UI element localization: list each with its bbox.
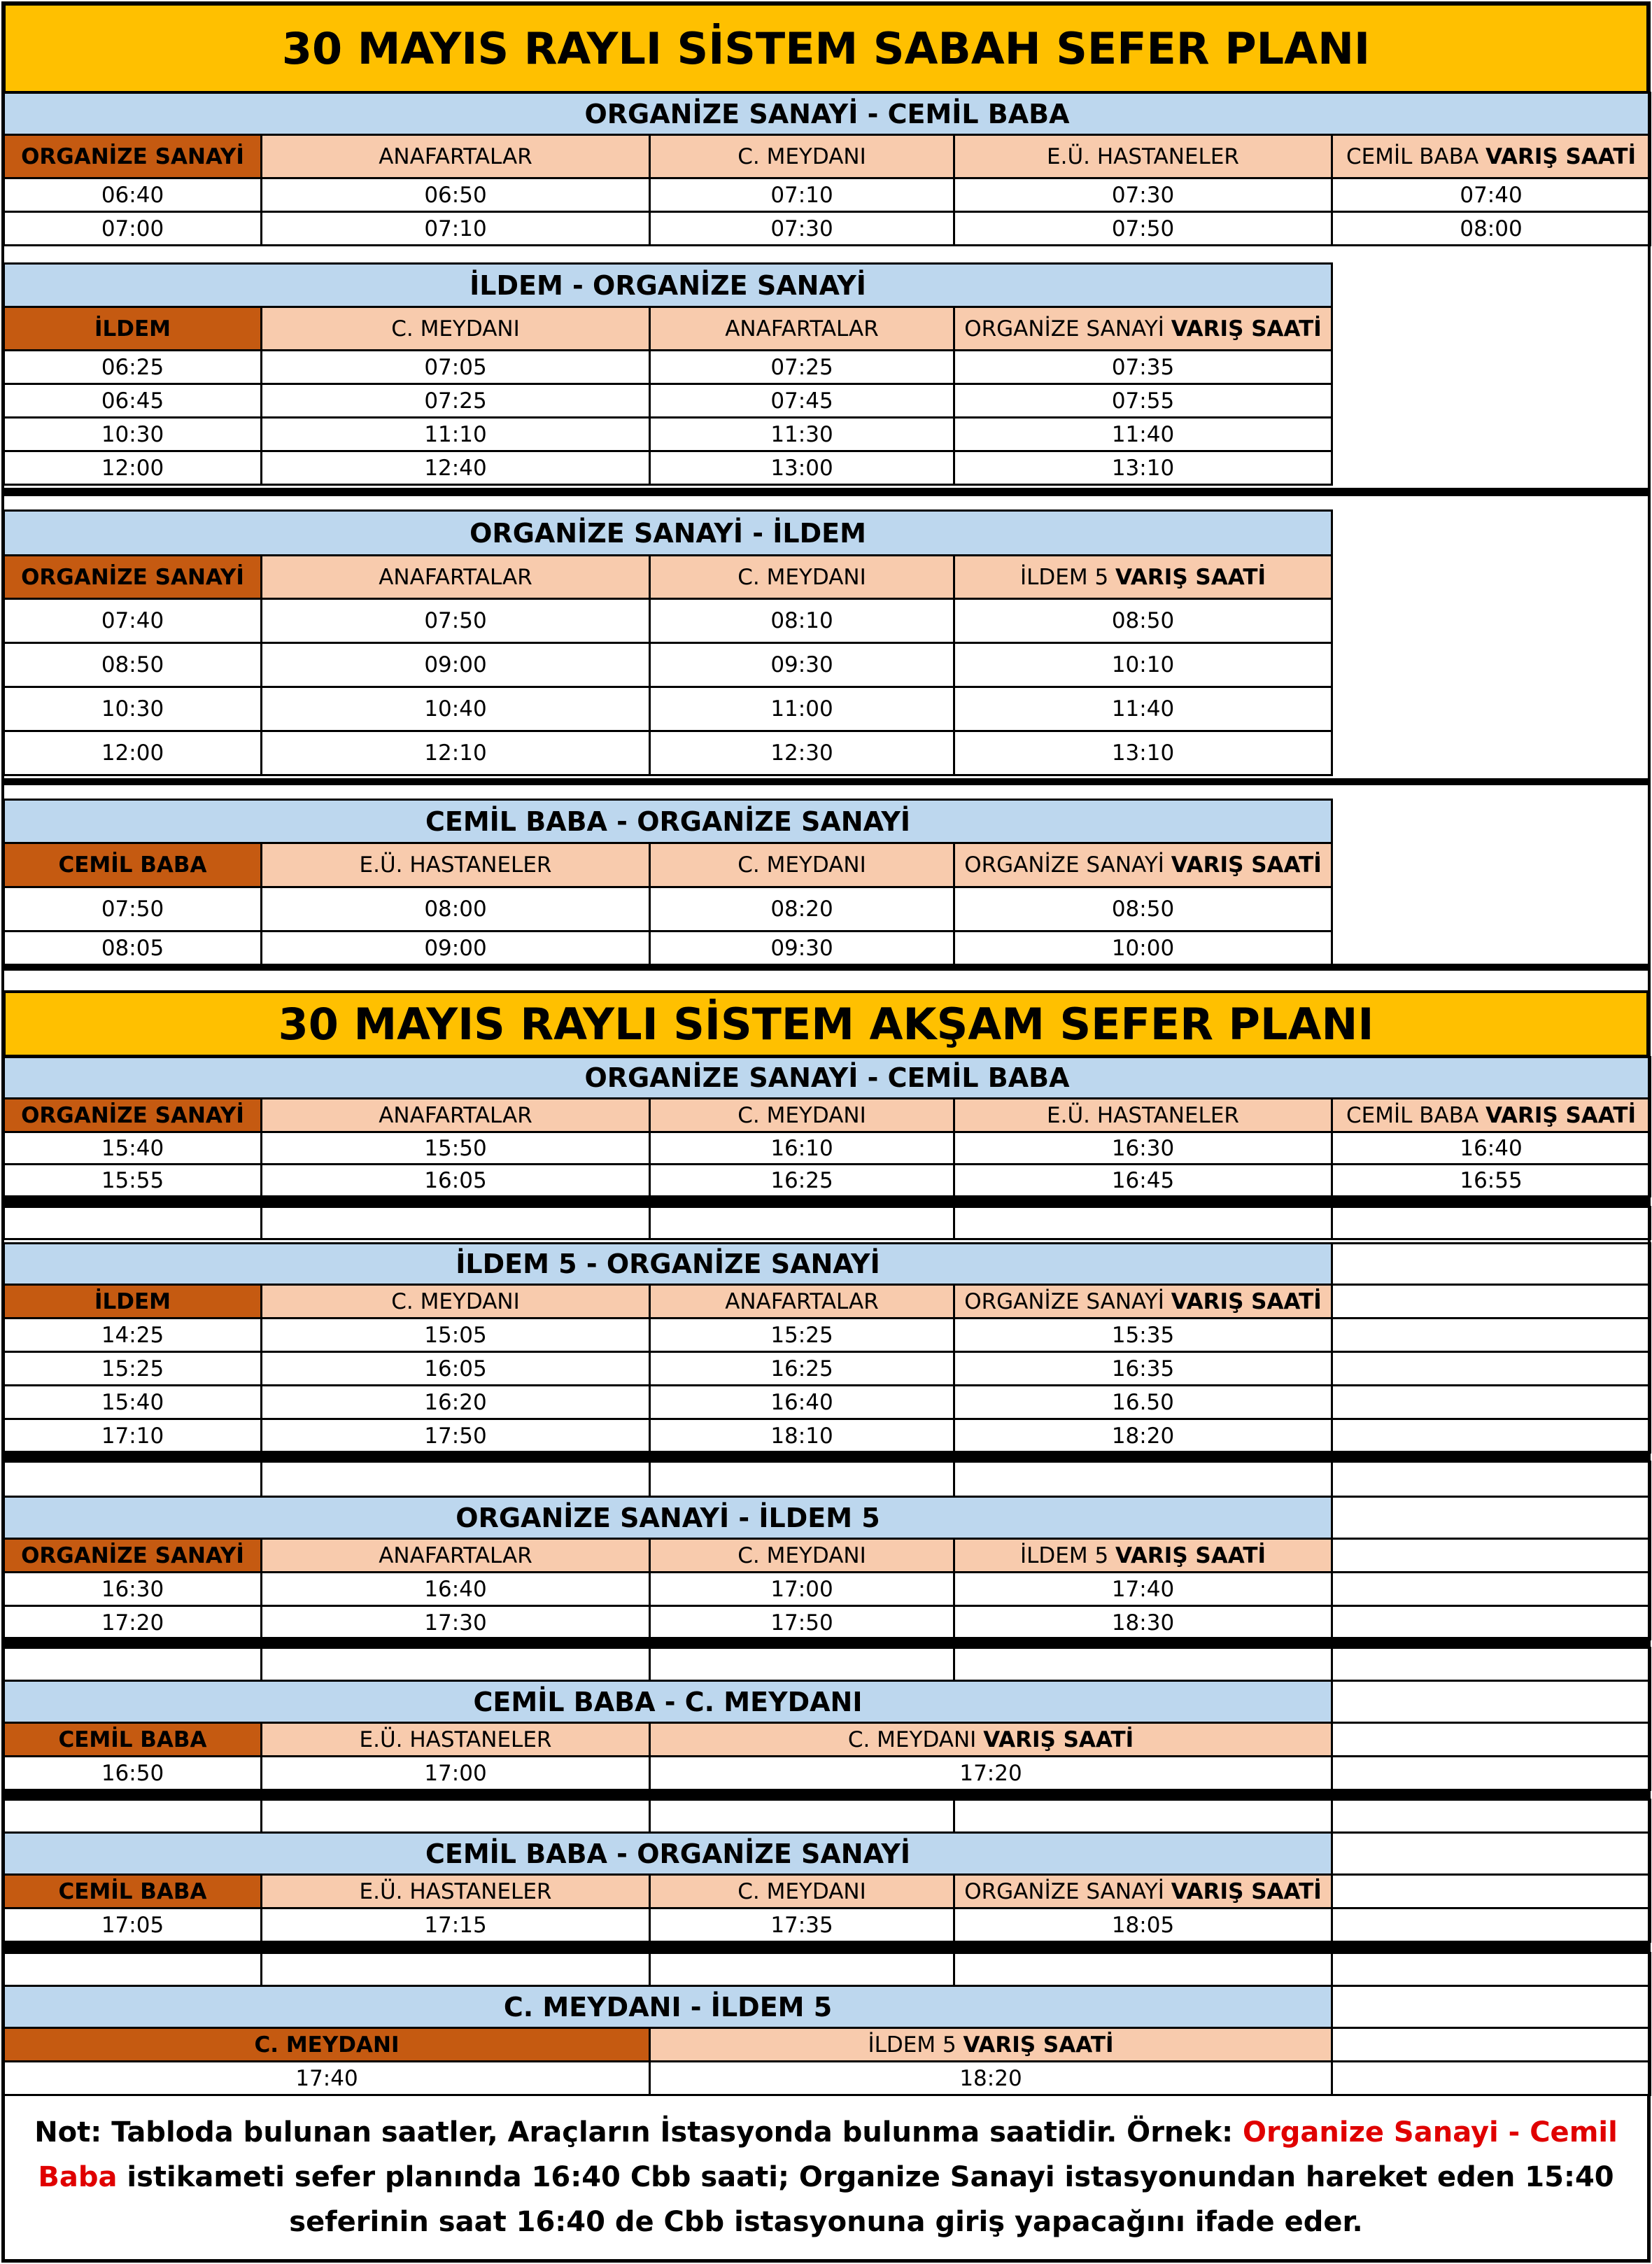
time-cell: 08:50	[954, 887, 1332, 931]
time-cell: 12:40	[262, 451, 650, 485]
time-cell: 07:10	[650, 178, 954, 212]
empty-cell	[1332, 1285, 1651, 1319]
time-cell: 15:35	[954, 1319, 1332, 1352]
time-cell: 07:25	[262, 384, 650, 418]
time-cell: 08:50	[4, 643, 262, 687]
time-cell: 12:00	[4, 451, 262, 485]
arrival-time-label: VARIŞ SAATİ	[1171, 1288, 1322, 1314]
time-cell: 17:40	[954, 1573, 1332, 1606]
table-row	[4, 2062, 1651, 2095]
section-divider	[3, 964, 1649, 971]
time-cell: 11:00	[650, 687, 954, 731]
empty-cell	[1332, 1419, 1651, 1453]
time-cell: 17:50	[262, 1419, 650, 1453]
time-cell: 07:55	[954, 384, 1332, 418]
arrival-station-header	[650, 1723, 1332, 1757]
evening-section-6-table	[3, 1985, 1651, 2096]
time-cell: 17:20	[650, 1757, 1332, 1790]
station-header: E.Ü. HASTANELER	[262, 843, 650, 887]
section-divider	[3, 778, 1649, 785]
time-cell: 10:10	[954, 643, 1332, 687]
section-divider	[3, 1942, 1649, 1952]
time-cell: 08:50	[954, 599, 1332, 643]
origin-station-header: ORGANİZE SANAYİ	[4, 1539, 262, 1573]
evening-section-3-table	[3, 1496, 1651, 1640]
arrival-station-name: C. MEYDANI	[847, 1727, 977, 1752]
station-header: ANAFARTALAR	[650, 307, 954, 351]
time-cell: 07:50	[4, 887, 262, 931]
time-cell: 18:20	[954, 1419, 1332, 1453]
origin-station-header: İLDEM	[4, 1285, 262, 1319]
time-cell: 16:05	[262, 1165, 650, 1197]
arrival-time-label: VARIŞ SAATİ	[1115, 564, 1266, 590]
section-divider	[3, 1451, 1649, 1461]
time-cell: 09:00	[262, 643, 650, 687]
time-cell: 08:00	[262, 887, 650, 931]
arrival-time-label: VARIŞ SAATİ	[1171, 316, 1322, 342]
table-row	[4, 1908, 1651, 1942]
arrival-time-label: VARIŞ SAATİ	[1485, 143, 1637, 169]
evening-section-5-table	[3, 1831, 1651, 1943]
time-cell: 16.50	[954, 1386, 1332, 1419]
table-row	[4, 1132, 1651, 1165]
time-cell: 16:40	[262, 1573, 650, 1606]
empty-cell	[1332, 1244, 1651, 1285]
arrival-station-name: İLDEM 5	[1019, 1542, 1109, 1568]
time-cell: 10:00	[954, 931, 1332, 965]
empty-cell	[1332, 1319, 1651, 1352]
empty-cell	[1332, 2028, 1651, 2062]
time-cell: 17:00	[650, 1573, 954, 1606]
origin-station-header: C. MEYDANI	[4, 2028, 650, 2062]
empty-cell	[1332, 1386, 1651, 1419]
time-cell: 09:00	[262, 931, 650, 965]
station-header: C. MEYDANI	[262, 307, 650, 351]
time-cell: 10:40	[262, 687, 650, 731]
empty-spacer-row	[3, 1461, 1651, 1499]
section-divider	[3, 1789, 1649, 1799]
route-title: C. MEYDANI - İLDEM 5	[4, 1986, 1332, 2028]
table-row	[4, 384, 1332, 418]
time-cell: 10:30	[4, 687, 262, 731]
arrival-station-header	[954, 1285, 1332, 1319]
time-cell: 16:30	[954, 1132, 1332, 1165]
section-divider	[3, 1637, 1649, 1647]
empty-cell	[1332, 1875, 1651, 1908]
table-row	[4, 418, 1332, 451]
time-cell: 15:40	[4, 1386, 262, 1419]
station-header: C. MEYDANI	[650, 1875, 954, 1908]
station-header: ANAFARTALAR	[262, 1539, 650, 1573]
time-cell: 07:50	[954, 212, 1332, 246]
time-cell: 15:25	[650, 1319, 954, 1352]
origin-station-header: ORGANİZE SANAYİ	[4, 135, 262, 178]
arrival-station-name: ORGANİZE SANAYİ	[964, 316, 1164, 342]
station-header: ANAFARTALAR	[262, 135, 650, 178]
table-row	[4, 931, 1332, 965]
time-cell: 13:00	[650, 451, 954, 485]
station-header: C. MEYDANI	[650, 1539, 954, 1573]
time-cell: 14:25	[4, 1319, 262, 1352]
station-header: C. MEYDANI	[650, 135, 954, 178]
arrival-station-name: ORGANİZE SANAYİ	[964, 1878, 1164, 1904]
time-cell: 18:05	[954, 1908, 1332, 1942]
station-header: C. MEYDANI	[650, 1099, 954, 1132]
route-title: İLDEM 5 - ORGANİZE SANAYİ	[4, 1244, 1332, 1285]
time-cell: 12:30	[650, 731, 954, 775]
time-cell: 16:10	[650, 1132, 954, 1165]
empty-spacer-row	[3, 1206, 1651, 1240]
arrival-station-header	[954, 1539, 1332, 1573]
arrival-station-header	[1332, 135, 1651, 178]
time-cell: 16:30	[4, 1573, 262, 1606]
table-row	[4, 1165, 1651, 1197]
time-cell: 16:05	[262, 1352, 650, 1386]
table-row	[4, 351, 1332, 384]
route-title: İLDEM - ORGANİZE SANAYİ	[4, 264, 1332, 307]
time-cell: 07:45	[650, 384, 954, 418]
time-cell: 17:05	[4, 1908, 262, 1942]
time-cell: 06:25	[4, 351, 262, 384]
time-cell: 18:30	[954, 1606, 1332, 1640]
table-row	[4, 887, 1332, 931]
time-cell: 12:00	[4, 731, 262, 775]
origin-station-header: ORGANİZE SANAYİ	[4, 556, 262, 599]
time-cell: 09:30	[650, 931, 954, 965]
time-cell: 07:30	[650, 212, 954, 246]
footnote-highlight: Organize Sanayi - Cemil Baba	[38, 2116, 1618, 2193]
station-header: ANAFARTALAR	[262, 1099, 650, 1132]
time-cell: 10:30	[4, 418, 262, 451]
station-header: ANAFARTALAR	[650, 1285, 954, 1319]
table-row	[4, 643, 1332, 687]
empty-cell	[1332, 1723, 1651, 1757]
time-cell: 16:25	[650, 1352, 954, 1386]
arrival-time-label: VARIŞ SAATİ	[1171, 852, 1322, 878]
table-row	[4, 1319, 1651, 1352]
arrival-station-header	[954, 307, 1332, 351]
route-title: ORGANİZE SANAYİ - CEMİL BABA	[4, 1057, 1651, 1099]
table-row	[4, 687, 1332, 731]
arrival-station-name: ORGANİZE SANAYİ	[964, 1288, 1164, 1314]
time-cell: 17:40	[4, 2062, 650, 2095]
station-header: ANAFARTALAR	[262, 556, 650, 599]
evening-section-4-table	[3, 1680, 1651, 1791]
section-divider	[3, 1196, 1649, 1206]
footnote	[3, 2094, 1649, 2261]
time-cell: 08:00	[1332, 212, 1651, 246]
time-cell: 17:20	[4, 1606, 262, 1640]
time-cell: 15:25	[4, 1352, 262, 1386]
evening-section-2-table	[3, 1242, 1651, 1454]
arrival-time-label: VARIŞ SAATİ	[983, 1727, 1134, 1752]
time-cell: 08:05	[4, 931, 262, 965]
station-header: E.Ü. HASTANELER	[262, 1875, 650, 1908]
table-row	[4, 1573, 1651, 1606]
origin-station-header: CEMİL BABA	[4, 843, 262, 887]
arrival-station-name: ORGANİZE SANAYİ	[964, 852, 1164, 878]
route-title: ORGANİZE SANAYİ - CEMİL BABA	[4, 93, 1651, 135]
station-header: C. MEYDANI	[262, 1285, 650, 1319]
time-cell: 17:50	[650, 1606, 954, 1640]
route-title: ORGANİZE SANAYİ - İLDEM	[4, 511, 1332, 556]
time-cell: 16:40	[1332, 1132, 1651, 1165]
origin-station-header: ORGANİZE SANAYİ	[4, 1099, 262, 1132]
table-row	[4, 1386, 1651, 1419]
time-cell: 06:50	[262, 178, 650, 212]
time-cell: 08:20	[650, 887, 954, 931]
arrival-station-header	[650, 2028, 1332, 2062]
time-cell: 07:10	[262, 212, 650, 246]
arrival-time-label: VARIŞ SAATİ	[1171, 1878, 1322, 1904]
table-row	[4, 212, 1651, 246]
time-cell: 15:55	[4, 1165, 262, 1197]
section-divider	[3, 488, 1649, 496]
empty-cell	[1332, 1352, 1651, 1386]
station-header: E.Ü. HASTANELER	[262, 1723, 650, 1757]
empty-spacer-row	[3, 1647, 1651, 1684]
time-cell: 11:40	[954, 418, 1332, 451]
time-cell: 11:40	[954, 687, 1332, 731]
time-cell: 15:50	[262, 1132, 650, 1165]
time-cell: 17:00	[262, 1757, 650, 1790]
origin-station-header: CEMİL BABA	[4, 1875, 262, 1908]
evening-title: 30 MAYIS RAYLI SİSTEM AKŞAM SEFER PLANI	[3, 990, 1649, 1057]
empty-cell	[1332, 1833, 1651, 1875]
time-cell: 13:10	[954, 451, 1332, 485]
time-cell: 15:40	[4, 1132, 262, 1165]
time-cell: 08:10	[650, 599, 954, 643]
time-cell: 09:30	[650, 643, 954, 687]
arrival-station-name: CEMİL BABA	[1346, 143, 1479, 169]
arrival-station-name: CEMİL BABA	[1346, 1102, 1479, 1128]
time-cell: 16:50	[4, 1757, 262, 1790]
empty-cell	[1332, 1497, 1651, 1539]
table-row	[4, 731, 1332, 775]
route-title: CEMİL BABA - ORGANİZE SANAYİ	[4, 800, 1332, 843]
evening-section-1-table	[3, 1056, 1651, 1197]
arrival-station-header	[954, 1875, 1332, 1908]
station-header: C. MEYDANI	[650, 556, 954, 599]
arrival-station-name: İLDEM 5	[868, 2032, 963, 2058]
time-cell: 16:45	[954, 1165, 1332, 1197]
time-cell: 12:10	[262, 731, 650, 775]
empty-cell	[1332, 1757, 1651, 1790]
time-cell: 13:10	[954, 731, 1332, 775]
empty-cell	[1332, 2062, 1651, 2095]
station-header: C. MEYDANI	[650, 843, 954, 887]
time-cell: 07:30	[954, 178, 1332, 212]
time-cell: 07:25	[650, 351, 954, 384]
empty-cell	[1332, 1681, 1651, 1723]
time-cell: 07:40	[1332, 178, 1651, 212]
station-header: E.Ü. HASTANELER	[954, 135, 1332, 178]
time-cell: 17:30	[262, 1606, 650, 1640]
time-cell: 15:05	[262, 1319, 650, 1352]
time-cell: 07:40	[4, 599, 262, 643]
table-row	[4, 1419, 1651, 1453]
table-row	[4, 1352, 1651, 1386]
route-title: CEMİL BABA - C. MEYDANI	[4, 1681, 1332, 1723]
morning-section-2-table	[3, 262, 1333, 486]
empty-cell	[1332, 1539, 1651, 1573]
table-row	[4, 451, 1332, 485]
arrival-station-name: İLDEM 5	[1019, 564, 1109, 590]
time-cell: 16:25	[650, 1165, 954, 1197]
morning-title: 30 MAYIS RAYLI SİSTEM SABAH SEFER PLANI	[3, 3, 1649, 94]
empty-cell	[1332, 1908, 1651, 1942]
origin-station-header: CEMİL BABA	[4, 1723, 262, 1757]
morning-section-4-table	[3, 799, 1333, 966]
footnote-text: Not: Tabloda bulunan saatler, Araçların İstasyonda bulunma saatidir. Örnek:	[34, 2116, 1243, 2149]
time-cell: 06:45	[4, 384, 262, 418]
time-cell: 11:10	[262, 418, 650, 451]
origin-station-header: İLDEM	[4, 307, 262, 351]
time-cell: 16:55	[1332, 1165, 1651, 1197]
arrival-time-label: VARIŞ SAATİ	[1115, 1542, 1266, 1568]
time-cell: 16:20	[262, 1386, 650, 1419]
table-row	[4, 1606, 1651, 1640]
arrival-station-header	[954, 843, 1332, 887]
empty-cell	[1332, 1606, 1651, 1640]
morning-section-3-table	[3, 509, 1333, 776]
arrival-time-label: VARIŞ SAATİ	[963, 2032, 1114, 2058]
time-cell: 07:50	[262, 599, 650, 643]
time-cell: 07:00	[4, 212, 262, 246]
time-cell: 11:30	[650, 418, 954, 451]
time-cell: 07:05	[262, 351, 650, 384]
empty-cell	[1332, 1986, 1651, 2028]
time-cell: 17:15	[262, 1908, 650, 1942]
station-header: E.Ü. HASTANELER	[954, 1099, 1332, 1132]
time-cell: 18:20	[650, 2062, 1332, 2095]
empty-spacer-row	[3, 1952, 1651, 1989]
time-cell: 18:10	[650, 1419, 954, 1453]
arrival-time-label: VARIŞ SAATİ	[1485, 1102, 1637, 1128]
time-cell: 16:40	[650, 1386, 954, 1419]
time-cell: 06:40	[4, 178, 262, 212]
table-row	[4, 1757, 1651, 1790]
arrival-station-header	[1332, 1099, 1651, 1132]
footnote-text-continued: istikameti sefer planında 16:40 Cbb saati; Organize Sanayi istasyonundan hareket eden 15:40 seferinin saat 16:40 de Cbb istasyonuna giriş yapacağını ifade eder.	[117, 2161, 1614, 2238]
route-title: CEMİL BABA - ORGANİZE SANAYİ	[4, 1833, 1332, 1875]
time-cell: 17:35	[650, 1908, 954, 1942]
table-row	[4, 178, 1651, 212]
route-title: ORGANİZE SANAYİ - İLDEM 5	[4, 1497, 1332, 1539]
empty-cell	[1332, 1573, 1651, 1606]
morning-section-1-table	[3, 92, 1651, 246]
time-cell: 17:10	[4, 1419, 262, 1453]
time-cell: 07:35	[954, 351, 1332, 384]
arrival-station-header	[954, 556, 1332, 599]
time-cell: 16:35	[954, 1352, 1332, 1386]
table-row	[4, 599, 1332, 643]
empty-spacer-row	[3, 1799, 1651, 1836]
